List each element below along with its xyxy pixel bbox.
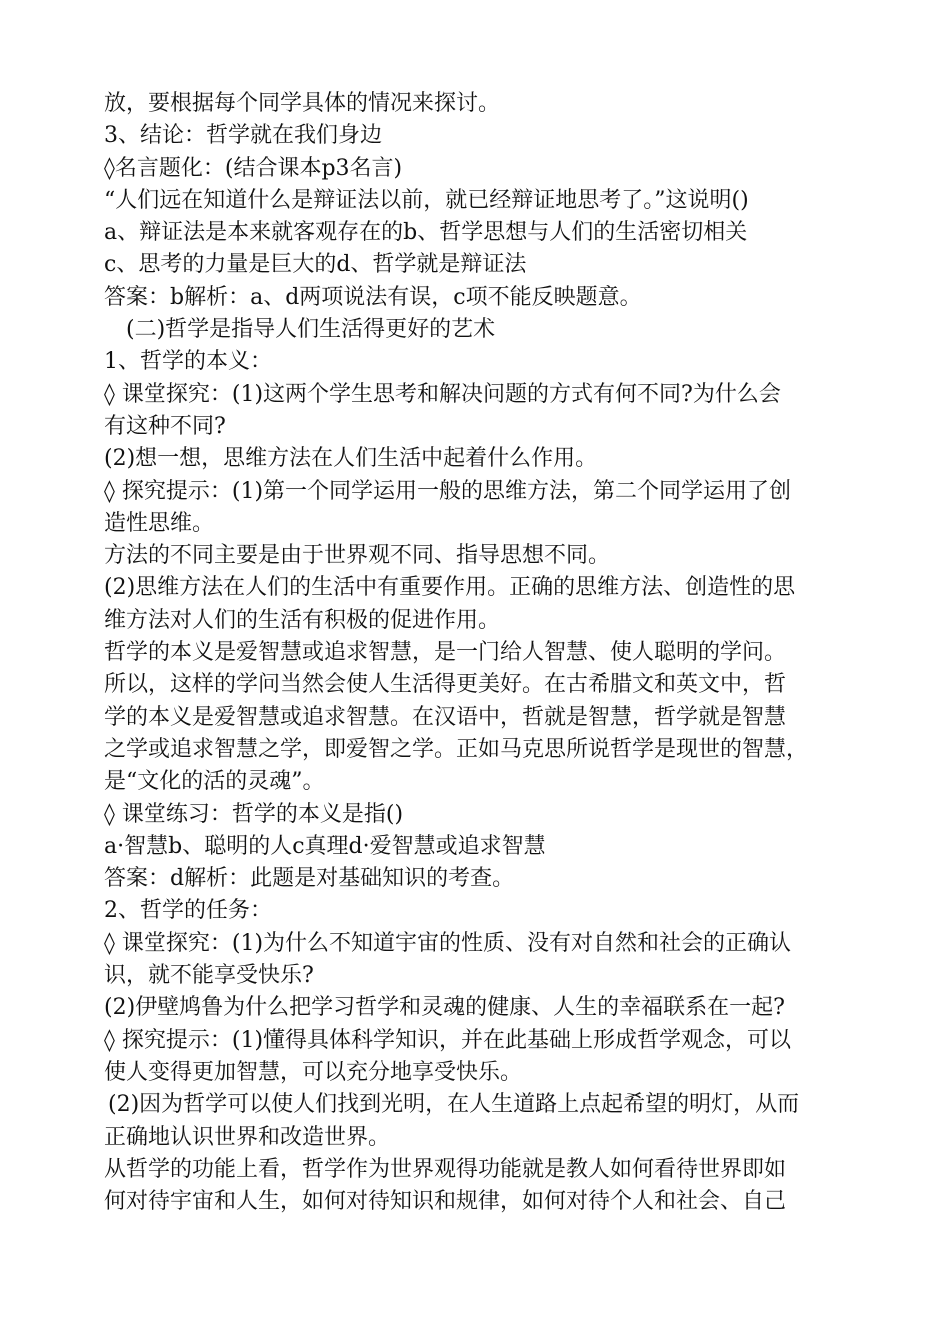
section-heading: 1、哲学的本义：	[104, 349, 272, 375]
text-line: (2)想一想，思维方法在人们生活中起着什么作用。	[104, 446, 598, 472]
section-heading: 2、哲学的任务：	[104, 898, 272, 924]
text-line: 何对待宇宙和人生，如何对待知识和规律，如何对待个人和社会、自己	[104, 1189, 787, 1215]
text-line: ◊ 课堂探究：(1)为什么不知道宇宙的性质、没有对自然和社会的正确认	[104, 930, 792, 956]
answer-line: 答案：b解析：a、d两项说法有误，c项不能反映题意。	[104, 284, 642, 310]
document-body	[104, 88, 854, 1218]
quote-line: “人们远在知道什么是辩证法以前，就已经辩证地思考了。”这说明()	[104, 187, 749, 213]
text-line: 维方法对人们的生活有积极的促进作用。	[104, 607, 501, 633]
section-heading: (二)哲学是指导人们生活得更好的艺术	[126, 317, 496, 343]
text-line: 有这种不同?	[104, 413, 226, 439]
text-line: 所以，这样的学问当然会使人生活得更美好。在古希腊文和英文中，哲	[104, 672, 787, 698]
text-line: ◊ 探究提示：(1)第一个同学运用一般的思维方法，第二个同学运用了创	[104, 478, 792, 504]
text-line: ◊名言题化：(结合课本p3名言)	[104, 155, 403, 181]
text-line: 之学或追求智慧之学，即爱智之学。正如马克思所说哲学是现世的智慧，	[104, 736, 809, 762]
text-line: 造性思维。	[104, 510, 215, 536]
text-line: (2)思维方法在人们的生活中有重要作用。正确的思维方法、创造性的思	[104, 575, 796, 601]
text-line: ◊ 课堂探究：(1)这两个学生思考和解决问题的方式有何不同?为什么会	[104, 381, 781, 407]
text-line: 哲学的本义是爱智慧或追求智慧，是一门给人智慧、使人聪明的学问。	[104, 640, 787, 666]
text-line: 方法的不同主要是由于世界观不同、指导思想不同。	[104, 543, 611, 569]
text-line: 识，就不能享受快乐?	[104, 963, 314, 989]
text-line: (2)因为哲学可以使人们找到光明，在人生道路上点起希望的明灯，从而	[108, 1092, 800, 1118]
text-line: 放，要根据每个同学具体的情况来探讨。	[104, 91, 501, 116]
text-line: 使人变得更加智慧，可以充分地享受快乐。	[104, 1059, 523, 1085]
text-line: ◊ 课堂练习：哲学的本义是指()	[104, 801, 404, 827]
option-line: a、辩证法是本来就客观存在的b、哲学思想与人们的生活密切相关	[104, 220, 748, 246]
text-line: 是“文化的活的灵魂”。	[104, 769, 325, 795]
text-line: ◊ 探究提示：(1)懂得具体科学知识，并在此基础上形成哲学观念，可以	[104, 1027, 792, 1053]
text-line: 正确地认识世界和改造世界。	[104, 1124, 391, 1150]
option-line: c、思考的力量是巨大的d、哲学就是辩证法	[104, 252, 527, 278]
option-line: a·智慧b、聪明的人c真理d·爱智慧或追求智慧	[104, 833, 546, 859]
answer-line: 答案：d解析：此题是对基础知识的考查。	[104, 866, 515, 892]
text-line: (2)伊壁鸠鲁为什么把学习哲学和灵魂的健康、人生的幸福联系在一起?	[104, 995, 785, 1021]
text-line: 学的本义是爱智慧或追求智慧。在汉语中，哲就是智慧，哲学就是智慧	[104, 704, 787, 730]
section-heading: 3、结论：哲学就在我们身边	[104, 123, 382, 149]
text-line: 从哲学的功能上看，哲学作为世界观得功能就是教人如何看待世界即如	[104, 1156, 787, 1182]
